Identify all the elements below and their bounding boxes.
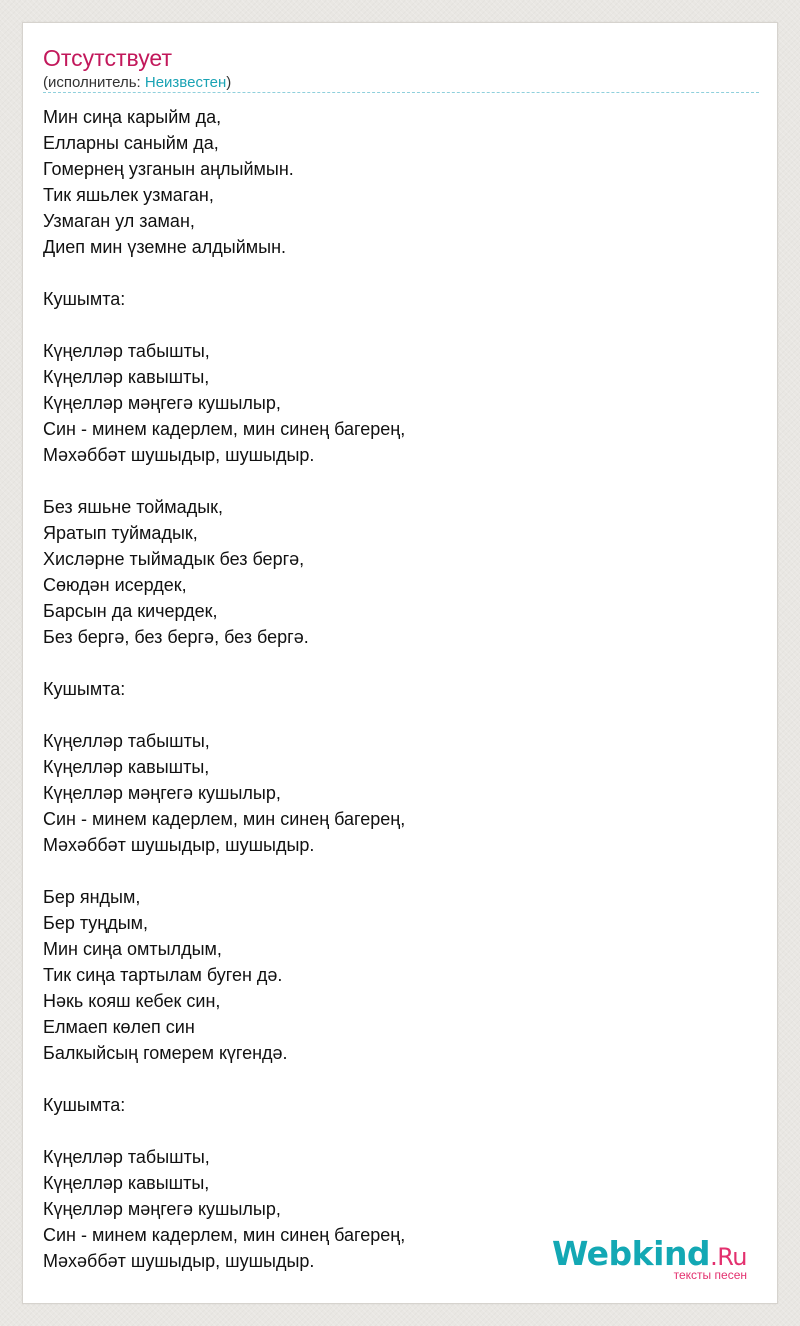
artist-suffix: ) xyxy=(226,74,232,91)
artist-line xyxy=(43,73,231,93)
lyric-line: Гомернең узганын аңлыймын. xyxy=(43,159,294,179)
lyric-line: Хисләрне тыймадык без бергә, xyxy=(43,549,305,569)
lyric-line: Тик сиңа тартылам буген дә. xyxy=(43,965,283,985)
lyric-line: Мин сиңа карыйм да, xyxy=(43,107,222,127)
lyric-line: Син - минем кадерлем, мин синең багерең, xyxy=(43,419,406,439)
lyric-line xyxy=(43,650,759,676)
lyric-line: Барсын да кичердек, xyxy=(43,601,218,621)
lyric-line xyxy=(43,702,759,728)
lyric-line: Мәхәббәт шушыдыр, шушыдыр. xyxy=(43,445,315,465)
webkind-logo[interactable] xyxy=(551,1234,747,1283)
lyric-line: Яратып туймадык, xyxy=(43,523,198,543)
lyric-line xyxy=(43,1118,759,1144)
lyric-line: Диеп мин үземне алдыймын. xyxy=(43,237,287,257)
lyric-line: Елмаеп көлеп син xyxy=(43,1017,195,1037)
lyric-line: Мин сиңа омтылдым, xyxy=(43,939,222,959)
lyric-line: Бер туңдым, xyxy=(43,913,149,933)
lyric-line: Сөюдән исердек, xyxy=(43,575,187,595)
lyric-line: Күңелләр мәңгегә кушылыр, xyxy=(43,783,281,803)
logo-name: Webkind xyxy=(551,1234,711,1273)
lyric-line: Күңелләр кавышты, xyxy=(43,367,210,387)
song-title: Отсутствует xyxy=(43,45,172,71)
lyric-line: Нәкь кояш кебек син, xyxy=(43,991,221,1011)
lyric-line: Күңелләр табышты, xyxy=(43,1147,210,1167)
divider xyxy=(43,92,759,93)
lyric-line: Елларны саныйм да, xyxy=(43,133,219,153)
lyric-line: Кушымта: xyxy=(43,679,126,699)
lyric-line: Күңелләр табышты, xyxy=(43,341,210,361)
lyric-line: Мәхәббәт шушыдыр, шушыдыр. xyxy=(43,1251,315,1271)
logo-tagline: тексты песен xyxy=(673,1268,747,1282)
lyric-line: Күңелләр мәңгегә кушылыр, xyxy=(43,393,281,413)
logo-tld: .Ru xyxy=(710,1243,747,1271)
artist-prefix: (исполнитель: xyxy=(43,74,145,91)
lyric-line: Тик яшьлек узмаган, xyxy=(43,185,214,205)
lyric-line: Син - минем кадерлем, мин синең багерең, xyxy=(43,1225,406,1245)
lyric-line: Күңелләр мәңгегә кушылыр, xyxy=(43,1199,281,1219)
lyric-line: Кушымта: xyxy=(43,1095,126,1115)
lyric-line xyxy=(43,312,759,338)
lyric-line: Күңелләр кавышты, xyxy=(43,1173,210,1193)
lyric-line: Күңелләр табышты, xyxy=(43,731,210,751)
artist-link[interactable]: Неизвестен xyxy=(144,74,227,91)
lyric-line: Без яшьне тоймадык, xyxy=(43,497,224,517)
lyric-line xyxy=(43,1066,759,1092)
lyrics-card xyxy=(22,22,778,1304)
lyric-line xyxy=(43,260,759,286)
lyric-line: Без бергә, без бергә, без бергә. xyxy=(43,627,309,647)
lyric-line: Узмаган ул заман, xyxy=(43,211,195,231)
lyric-line: Күңелләр кавышты, xyxy=(43,757,210,777)
lyric-line xyxy=(43,858,759,884)
lyric-line: Бер яндым, xyxy=(43,887,141,907)
lyric-line: Балкыйсың гомерем күгендә. xyxy=(43,1043,288,1063)
lyric-line xyxy=(43,468,759,494)
lyric-line: Мәхәббәт шушыдыр, шушыдыр. xyxy=(43,835,315,855)
lyric-line: Син - минем кадерлем, мин синең багерең, xyxy=(43,809,406,829)
lyrics-text xyxy=(43,104,759,1274)
lyric-line: Кушымта: xyxy=(43,289,126,309)
